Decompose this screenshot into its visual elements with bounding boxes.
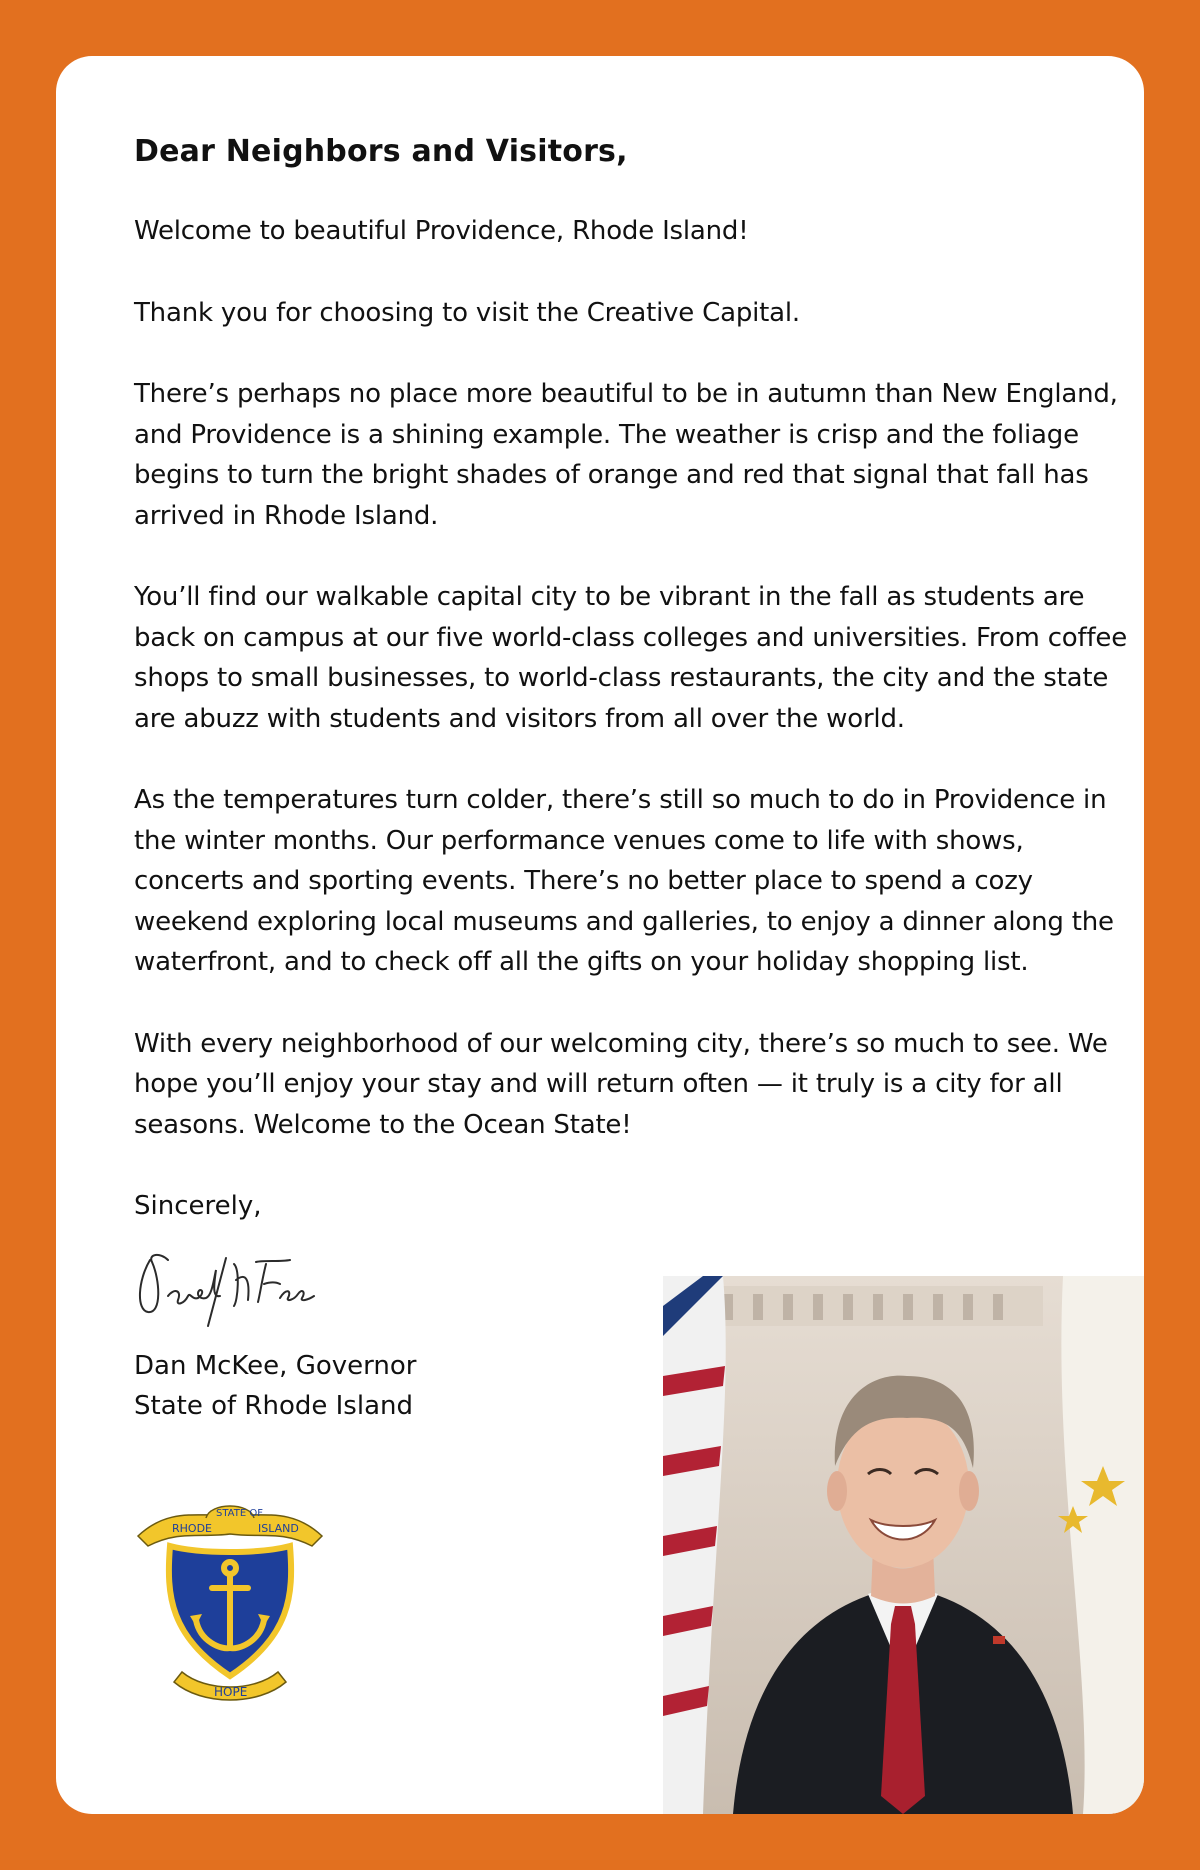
letter-paragraph: With every neighborhood of our welcoming city, there’s so much to see. We hope you’ll enjoy your stay and will return often — it truly is a city for all seasons. Welcome to the Ocean State! [134, 1028, 1108, 1140]
letter-paragraph: Welcome to beautiful Providence, Rhode Island! [134, 216, 749, 246]
signer-organization: State of Rhode Island [134, 1391, 413, 1421]
letter-paragraph: Thank you for choosing to visit the Creative Capital. [134, 297, 800, 328]
handwritten-signature [130, 1240, 330, 1340]
seal-ribbon-center: STATE OF [216, 1508, 263, 1519]
rhode-island-seal [130, 1496, 330, 1706]
seal-ribbon-right: ISLAND [258, 1522, 299, 1535]
letter-closing: Sincerely, [134, 1191, 262, 1221]
letter-paragraph: There’s perhaps no place more beautiful to be in autumn than New England, and Providence is a shining example. The weather is crisp and the foliage begins to turn the bright shades of orange and red that signal that fall has arrived in Rhode Island. [134, 379, 1118, 531]
signer-name: Dan McKee, Governor [134, 1351, 417, 1381]
seal-ribbon-bottom: HOPE [214, 1685, 248, 1699]
letter-greeting: Dear Neighbors and Visitors, [134, 134, 628, 169]
seal-ribbon-left: RHODE [172, 1522, 212, 1535]
letter-paragraph: You’ll find our walkable capital city to be vibrant in the fall as students are back on campus at our five world-class colleges and universities. From coffee shops to small businesses, to world-class restaurants, the city and the state are abuzz with students and visitors from all over the world. [134, 582, 1128, 734]
governor-portrait-photo [663, 1276, 1144, 1814]
letter-card [56, 56, 1144, 1814]
letter-paragraph: As the temperatures turn colder, there’s still so much to do in Providence in the winter months. Our performance venues come to life with shows, concerts and sporting events. There’s no better place to spend a cozy weekend exploring local museums and galleries, to enjoy a dinner along the waterfront, and to check off all the gifts on your holiday shopping list. [134, 785, 1114, 977]
letter-body [134, 134, 1134, 1426]
